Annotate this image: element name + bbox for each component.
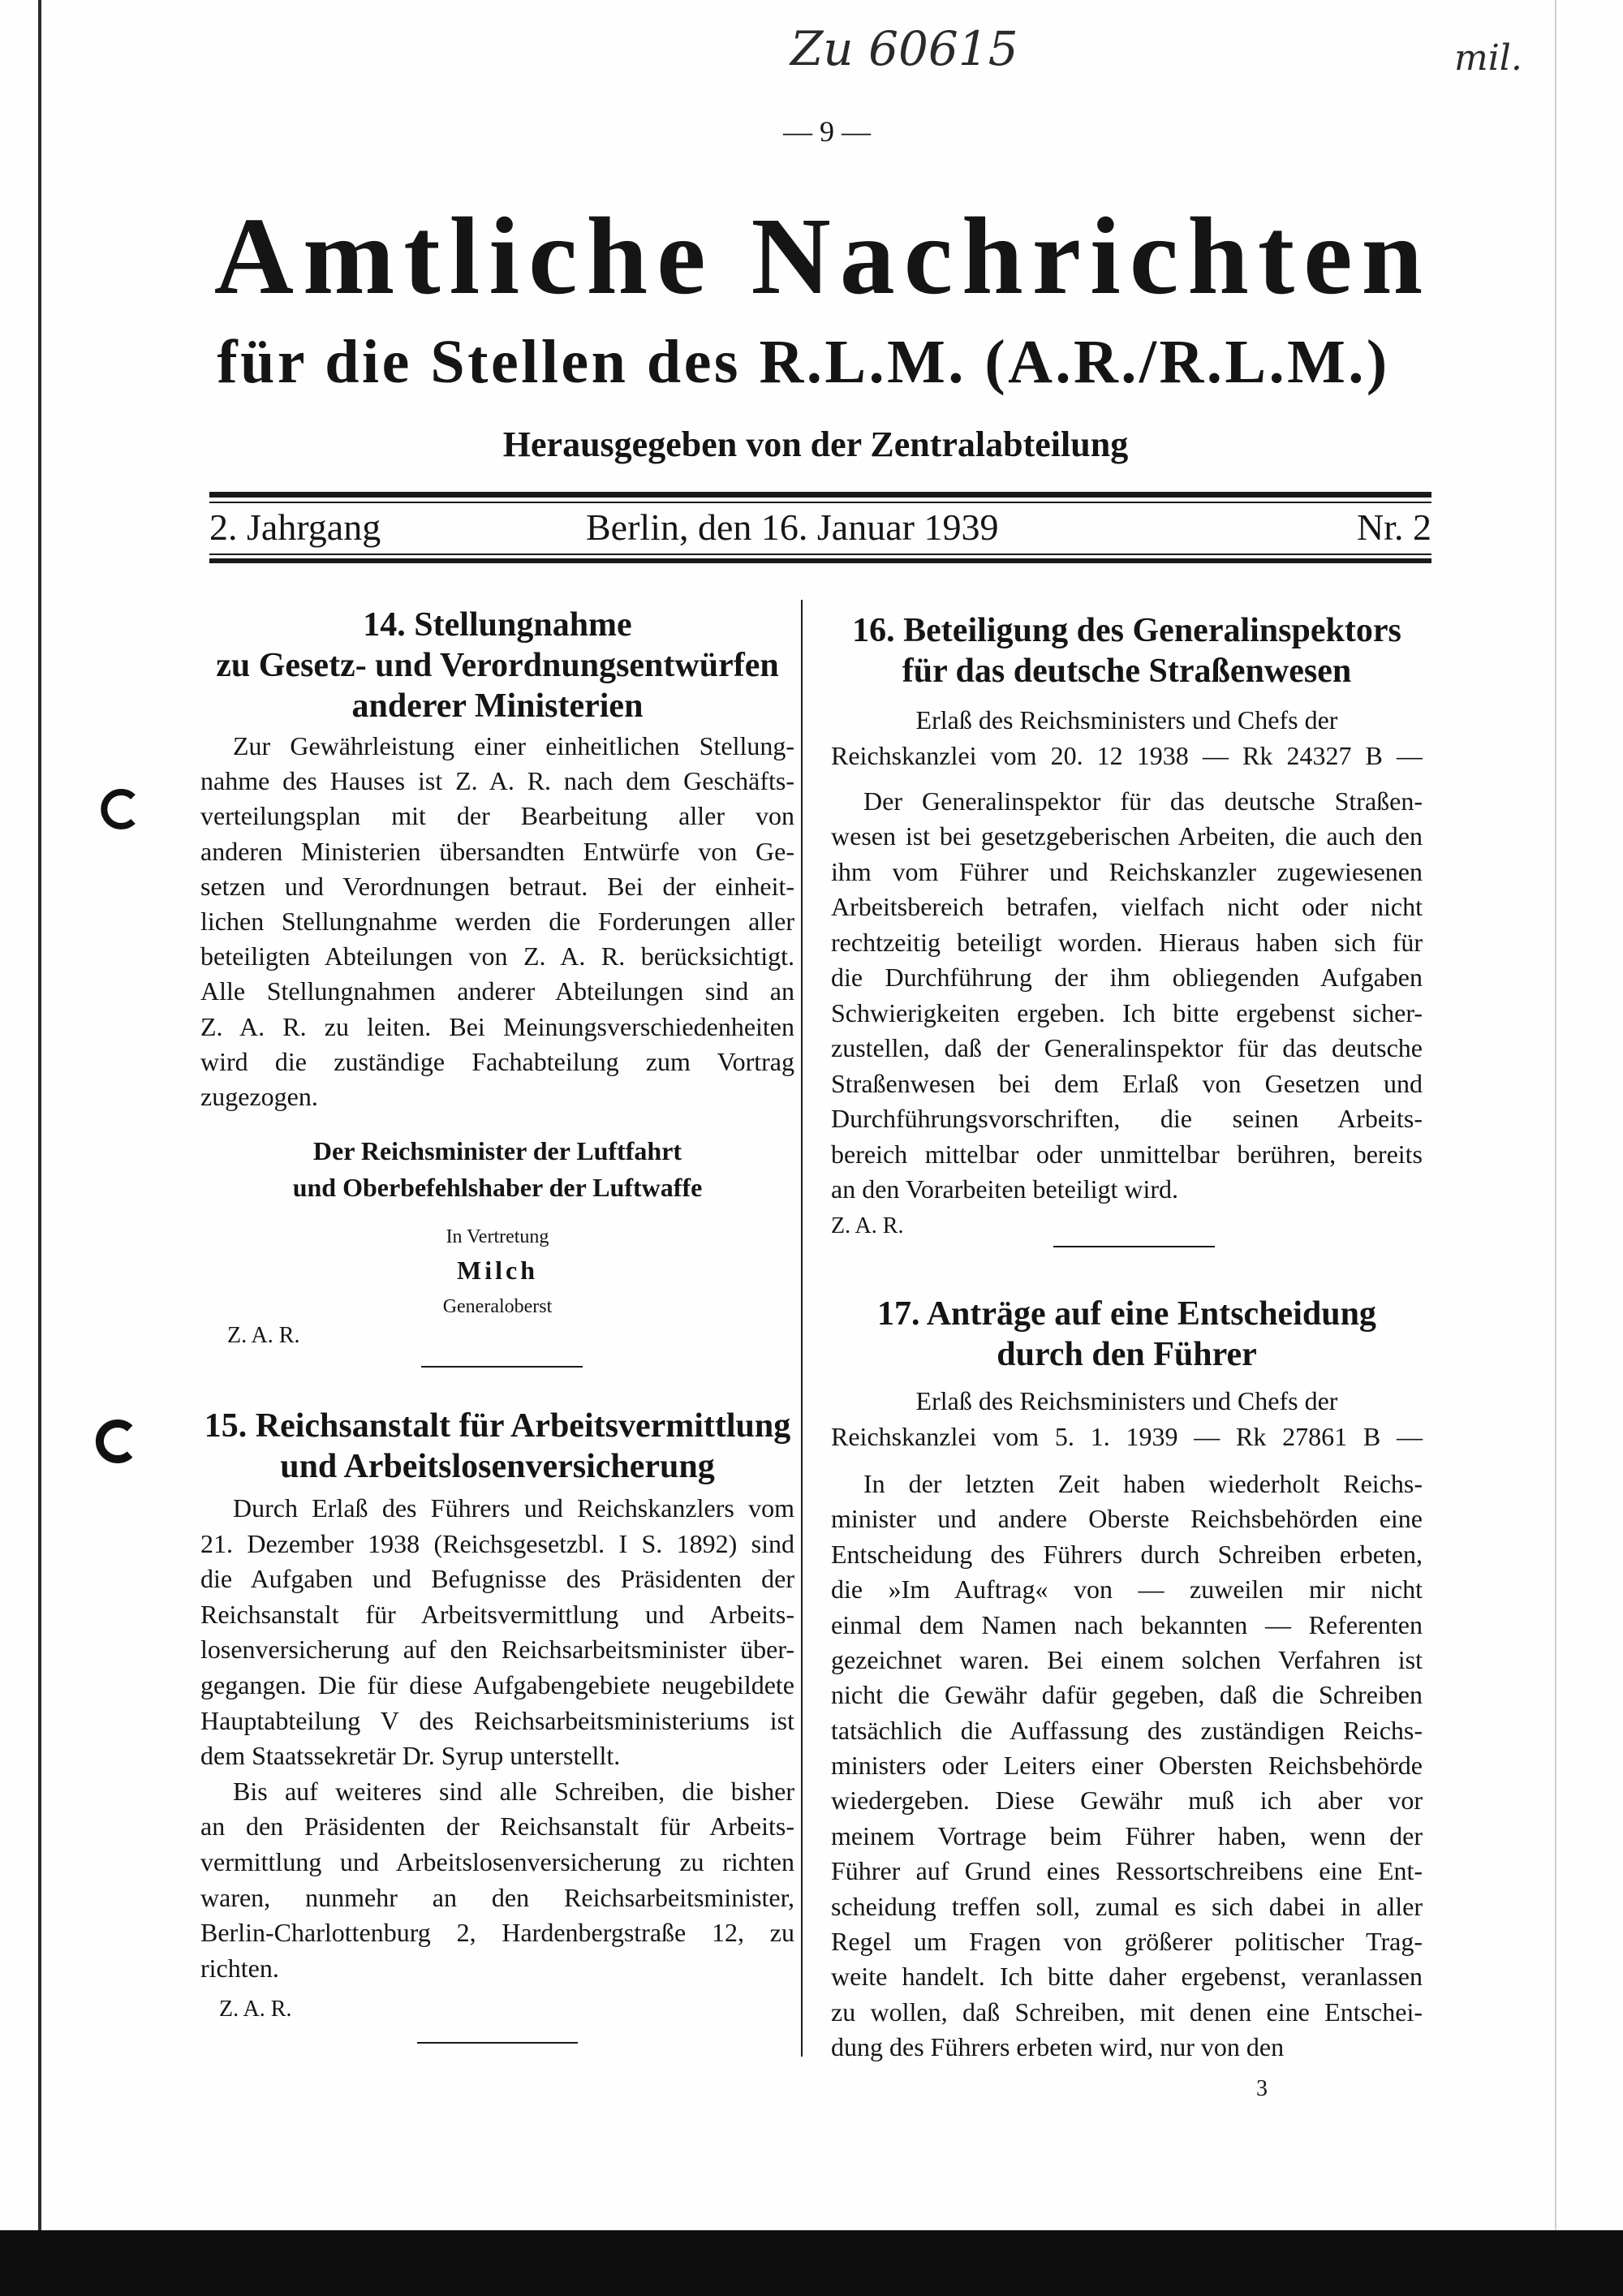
heading-line: durch den Führer [997,1336,1257,1373]
signature-line: und Oberbefehlshaber der Luftwaffe [292,1173,703,1202]
signature-name: Milch [457,1256,538,1285]
text-line: lichen Stellungnahme werden die Forderungen aller [200,907,794,937]
text-line: Hauptabteilung V des Reichsarbeitsministeriums ist [200,1705,794,1735]
text-line: Durchführungsvorschriften, die seinen Arbeits- [831,1104,1423,1134]
hole-punch-upper [104,792,133,826]
text-line: ihm vom Führer und Reichskanzler zugewiesenen [831,856,1423,886]
text-line: waren, nunmehr an den Reichsarbeitsminister, [200,1882,794,1912]
issue-number: Nr. 2 [1357,506,1431,548]
heading-line: 17. Anträge auf eine Entscheidung [877,1295,1376,1333]
header-rule-bottom-thin [209,554,1431,555]
decree-line: Reichskanzlei vom 20. 12 1938 — Rk 24327 B — [831,741,1423,770]
heading-line: zu Gesetz- und Verordnungsentwürfen [216,647,779,684]
header-rule-top-thick [209,492,1431,498]
article-14-office: Z. A. R. [227,1323,300,1348]
article-15-body [200,1491,794,1986]
text-line: die Durchführung der ihm obliegenden Aufgaben [831,963,1423,993]
article-14-heading [200,605,794,726]
text-line: meinem Vortrage beim Führer haben, wenn der [831,1820,1423,1850]
decree-line: Erlaß des Reichsministers und Chefs der [915,705,1338,734]
text-line: Berlin-Charlottenburg 2, Hardenbergstraße 12, zu [200,1918,794,1948]
text-line: Reichsanstalt für Arbeitsvermittlung und Arbeits- [200,1599,794,1629]
text-line: zustellen, daß der Generalinspektor für das deutsche [831,1033,1423,1063]
text-line: Zur Gewährleistung einer einheitlichen Stellung- [233,731,794,760]
text-line: tatsächlich die Auffassung des zuständigen Reichs- [831,1715,1423,1745]
signature-rank: Generaloberst [442,1296,553,1317]
text-line: die »Im Auftrag« von — zuweilen mir nicht [831,1574,1423,1605]
text-line: Straßenwesen bei dem Erlaß von Gesetzen und [831,1068,1423,1098]
text-line: Alle Stellungnahmen anderer Abteilungen sind an [200,976,794,1006]
text-line: dem Staatssekretär Dr. Syrup unterstellt. [200,1741,621,1771]
text-line: setzen und Verordnungen betraut. Bei der einheit- [200,871,794,901]
issue-volume: 2. Jahrgang [209,506,381,548]
article-16-decree [831,702,1423,773]
text-line: losenversicherung auf den Reichsarbeitsminister über- [200,1635,794,1665]
text-line: vermittlung und Arbeitslosenversicherung zu richten [200,1846,794,1876]
text-line: die Aufgaben und Befugnisse des Präsidenten der [200,1564,794,1594]
article-16-office: Z. A. R. [831,1213,904,1238]
text-line: bereich mittelbar oder unmittelbar berühren, bereits [831,1139,1423,1169]
article-15-paragraph-1 [200,1491,794,1774]
column-divider [801,600,803,2057]
text-line: In der letzten Zeit haben wiederholt Reichs- [863,1469,1423,1498]
text-line: Durch Erlaß des Führers und Reichskanzlers vom [233,1493,794,1523]
text-line: anderen Ministerien übersandten Entwürfe von Ge- [200,836,794,866]
text-line: richten. [200,1953,279,1983]
text-line: Führer auf Grund eines Ressortschreibens eine Ent- [831,1856,1423,1886]
text-line: Entscheidung des Führers durch Schreiben erbeten, [831,1539,1423,1569]
article-17-decree [831,1383,1423,1454]
article-14-signature-title [200,1133,794,1206]
heading-line: 15. Reichsanstalt für Arbeitsvermittlung [204,1407,791,1445]
page-number: — 9 — [783,115,871,148]
text-line: beteiligten Abteilungen von Z. A. R. berücksichtigt. [200,941,794,971]
masthead-publisher: Herausgegeben von der Zentralabteilung [502,424,1129,464]
text-line: zugezogen. [200,1082,318,1112]
text-line: rechtzeitig beteiligt worden. Hieraus haben sich für [831,927,1423,957]
section-separator [417,2042,578,2044]
text-line: Z. A. R. zu leiten. Bei Meinungsverschiedenheiten [200,1011,794,1041]
decree-line: Erlaß des Reichsministers und Chefs der [915,1386,1338,1415]
text-line: an den Präsidenten der Reichsanstalt für Arbeits- [200,1811,794,1842]
masthead-subtitle: für die Stellen des R.L.M. (A.R./R.L.M.) [217,328,1390,396]
text-line: wird die zuständige Fachabteilung zum Vortrag [200,1046,794,1076]
text-line: wiedergeben. Diese Gewähr muß ich aber vor [831,1786,1423,1816]
text-line: Der Generalinspektor für das deutsche Straßen- [863,786,1423,816]
masthead-title: Amtliche Nachrichten [213,196,1432,317]
heading-line: 14. Stellungnahme [363,606,632,644]
article-15-office: Z. A. R. [219,1997,292,2022]
article-16-paragraph [831,784,1423,1207]
text-line: Arbeitsbereich betrafen, vielfach nicht oder nicht [831,892,1423,922]
article-16-heading [831,610,1423,691]
scan-edge-right [1555,0,1556,2232]
text-line: verteilungsplan mit der Bearbeitung aller von [200,801,794,831]
handwritten-initials: mil. [1454,37,1522,79]
handwritten-reference: Zu 60615 [790,21,1018,76]
text-line: nicht die Gewähr dafür gegeben, daß die Schreiben [831,1680,1423,1710]
section-separator [1053,1246,1215,1247]
heading-line: für das deutsche Straßenwesen [902,653,1352,690]
heading-line: anderer Ministerien [351,687,644,725]
heading-line: 16. Beteiligung des Generalinspektors [852,612,1401,649]
text-line: weite handelt. Ich bitte daher ergebenst, veranlassen [831,1962,1423,1992]
heading-line: und Arbeitslosenversicherung [280,1448,715,1485]
section-separator [421,1366,583,1368]
text-line: 21. Dezember 1938 (Reichsgesetzbl. I S. 1892) sind [200,1528,794,1558]
text-line: gegangen. Die für diese Aufgabengebiete neugebildete [200,1669,794,1699]
text-line: Regel um Fragen von größerer politischer Trag- [831,1926,1423,1956]
signature-line: Der Reichsminister der Luftfahrt [312,1136,682,1165]
text-line: nahme des Hauses ist Z. A. R. nach dem Geschäfts- [200,766,794,796]
decree-line: Reichskanzlei vom 5. 1. 1939 — Rk 27861 B — [831,1422,1423,1451]
article-15-heading [200,1406,794,1487]
article-15-paragraph-2 [200,1774,794,1987]
text-line: minister und andere Oberste Reichsbehörden eine [831,1504,1423,1534]
text-line: wesen ist bei gesetzgeberischen Arbeiten, die auch den [831,821,1423,851]
signature-capacity: In Vertretung [446,1226,549,1247]
text-line: zu wollen, daß Schreiben, mit denen eine Entschei- [831,1997,1423,2027]
article-17-paragraph [831,1467,1423,2065]
header-rule-bottom-thick [209,558,1431,563]
sheet-number: 3 [1256,2076,1268,2101]
header-rule-top-thin [209,502,1431,503]
article-17-heading [831,1294,1423,1375]
hole-punch-lower [100,1424,130,1459]
issue-date: Berlin, den 16. Januar 1939 [586,506,999,548]
article-14-paragraph [200,729,794,1114]
text-line: dung des Führers erbeten wird, nur von den [831,2032,1285,2061]
text-line: ministers oder Leiters einer Obersten Reichsbehörde [831,1751,1423,1780]
text-line: Schwierigkeiten ergeben. Ich bitte ergebenst sicher- [831,997,1423,1027]
scan-edge-bottom [0,2230,1623,2296]
text-line: gezeichnet waren. Bei einem solchen Verfahren ist [831,1644,1423,1674]
text-line: Bis auf weiteres sind alle Schreiben, die bisher [233,1776,794,1806]
text-line: einmal dem Namen nach bekannten — Referenten [831,1609,1423,1639]
text-line: scheidung treffen soll, zumal es sich dabei in aller [831,1891,1423,1921]
text-line: an den Vorarbeiten beteiligt wird. [831,1174,1179,1204]
